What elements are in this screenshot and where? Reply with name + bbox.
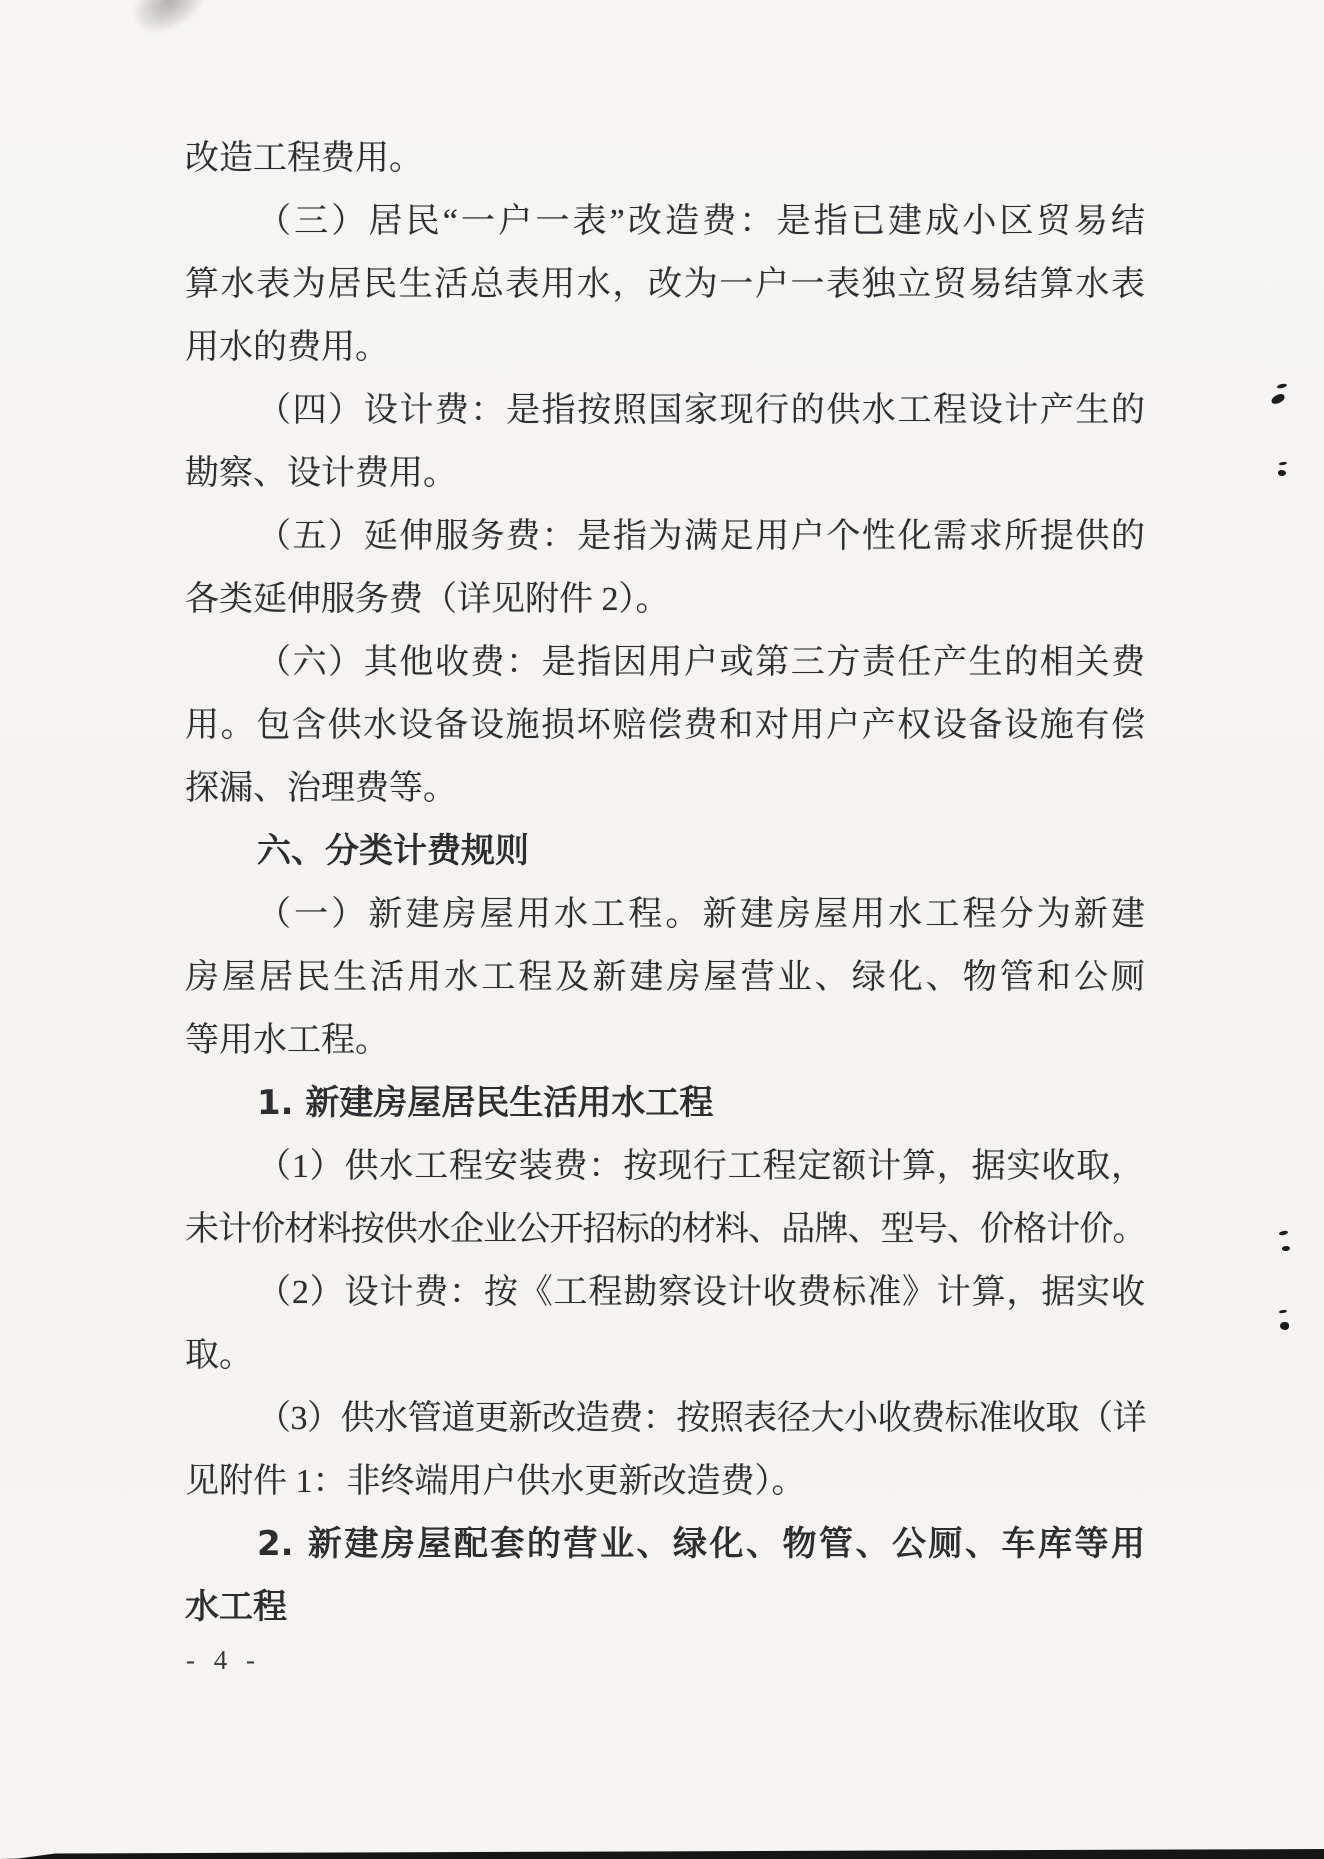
ink-speck [1278, 470, 1286, 476]
sub-heading: 水工程 [185, 1587, 287, 1627]
paragraph-line: 用水的费用。 [185, 329, 389, 366]
ink-speck [1279, 1230, 1289, 1236]
paragraph-line: 探漏、治理费等。 [185, 770, 457, 807]
paragraph-line: 房屋居民生活用水工程及新建房屋营业、绿化、物管和公厕 [185, 959, 1145, 996]
paragraph-line: （2）设计费：按《工程勘察设计收费标准》计算，据实收 [257, 1274, 1145, 1311]
ink-speck [1282, 1245, 1291, 1251]
page-number: - 4 - [186, 1645, 261, 1675]
paragraph-line: 未计价材料按供水企业公开招标的材料、品牌、型号、价格计价。 [185, 1211, 1145, 1248]
document-body [185, 127, 1145, 1639]
paragraph-line: 算水表为居民生活总表用水，改为一户一表独立贸易结算水表 [185, 266, 1145, 303]
paragraph-line: 勘察、设计费用。 [185, 455, 457, 492]
paragraph-line: 等用水工程。 [185, 1022, 389, 1059]
paragraph-line: 见附件 1：非终端用户供水更新改造费）。 [185, 1463, 806, 1500]
paragraph-line: （一）新建房屋用水工程。新建房屋用水工程分为新建 [257, 896, 1145, 933]
ink-speck [1277, 383, 1288, 389]
sub-heading: 2. 新建房屋配套的营业、绿化、物管、公厕、车库等用 [257, 1524, 1145, 1564]
paragraph-line: （六）其他收费：是指因用户或第三方责任产生的相关费 [257, 644, 1145, 681]
paragraph-line: （3）供水管道更新改造费：按照表径大小收费标准收取（详 [257, 1400, 1145, 1437]
section-heading: 六、分类计费规则 [257, 831, 529, 871]
ink-speck [1280, 1322, 1289, 1330]
paragraph-line: （1）供水工程安装费：按现行工程定额计算，据实收取， [257, 1148, 1145, 1185]
scan-smudge-top [128, 0, 216, 44]
ink-speck [1270, 393, 1286, 406]
ink-speck [1279, 461, 1287, 465]
sub-heading: 1. 新建房屋居民生活用水工程 [257, 1083, 714, 1123]
paragraph-line: 取。 [185, 1337, 253, 1374]
paragraph-line: 用。包含供水设备设施损坏赔偿费和对用户产权设备设施有偿 [185, 707, 1145, 744]
ink-speck [1279, 1309, 1287, 1313]
paragraph-line: （三）居民“一户一表”改造费：是指已建成小区贸易结 [257, 203, 1145, 240]
paragraph-line: （四）设计费：是指按照国家现行的供水工程设计产生的 [257, 392, 1145, 429]
scan-edge-bottom [0, 1849, 1324, 1859]
paragraph-line: 各类延伸服务费（详见附件 2）。 [185, 581, 670, 618]
paragraph-line: （五）延伸服务费：是指为满足用户个性化需求所提供的 [257, 518, 1145, 555]
paragraph-line: 改造工程费用。 [185, 140, 423, 177]
